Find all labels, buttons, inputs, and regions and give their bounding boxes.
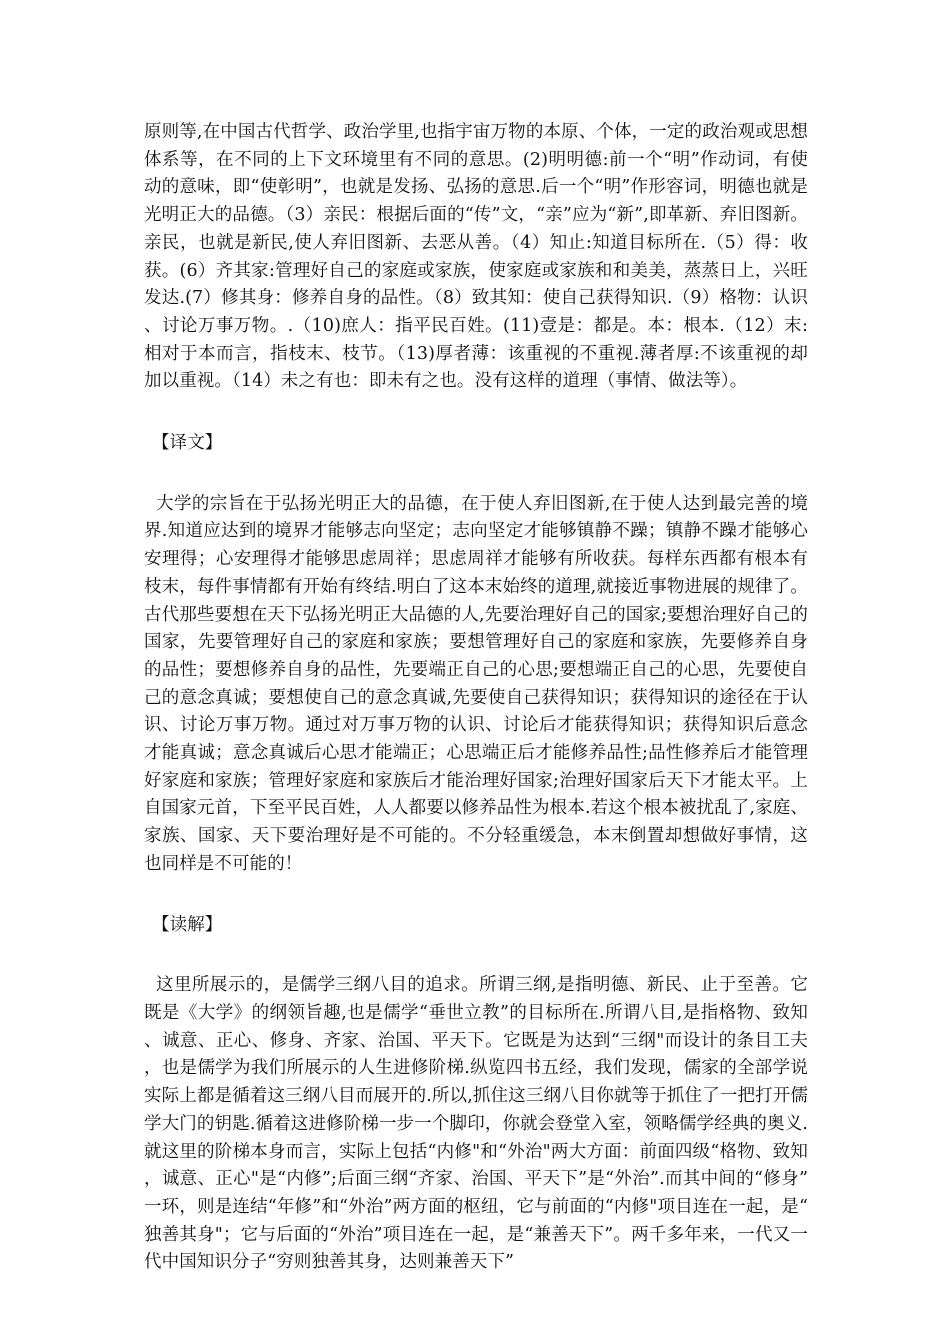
reading-paragraph: 这里所展示的，是儒学三纲八目的追求。所谓三纲,是指明德、新民、止于至善。它既是《大学》的纲领旨趣,也是儒学“垂世立教”的目标所在.所谓八目,是指格物、致知、诚意、正心、修身、齐家、治国、平天下。它既是为达到“三纲"而设计的条目工夫，也是儒学为我们所展示的人生进修阶梯.纵览四书五经，我们发现，儒家的全部学说实际上都是循着这三纲八目而展开的.所以,抓住这三纲八目你就等于抓住了一把打开儒学大门的钥匙.循着这进修阶梯一步一个脚印，你就会登堂入室，领略儒学经典的奥义.就这里的阶梯本身而言，实际上包括“内修"和“外治"两大方面：前面四级“格物、致知，诚意、正心"是“内修”;后面三纲“齐家、治国、平天下”是“外治”.而其中间的“修身”一环，则是连结“年修”和“外治”两方面的枢纽，它与前面的“内修"项目连在一起，是“独善其身"；它与后面的“外治”项目连在一起，是“兼善天下”。两千多年来，一代又一代中国知识分子“穷则独善其身，达则兼善天下” bbox=[144, 975, 808, 1273]
spacer bbox=[144, 396, 808, 430]
spacer bbox=[144, 939, 808, 972]
reading-heading: 【读解】 bbox=[152, 914, 223, 935]
spacer bbox=[144, 458, 808, 491]
notes-paragraph: 原则等,在中国古代哲学、政治学里,也指宇宙万物的本原、个体，一定的政治观或思想体系等，在不同的上下文环境里有不同的意思。(2)明明德:前一个“明”作动词，有使动的意味，即“使彰明”，也就是发扬、弘扬的意思.后一个“明”作形容词，明德也就是光明正大的品德。（3）亲民：根据后面的“传”文，“亲”应为“新”,即革新、弃旧图新。亲民，也就是新民,使人弃旧图新、去恶从善。（4）知止:知道目标所在.（5）得：收获。(6）齐其家:管理好自己的家庭或家族，使家庭或家族和和美美，蒸蒸日上，兴旺发达.(7）修其身：修养自身的品性。（8）致其知：使自己获得知识.（9）格物：认识、讨论万事万物。.（10)庶人：指平民百姓。(11)壹是：都是。本：根本.（12）末:相对于本而言，指枝末、枝节。（13)厚者薄：该重视的不重视.薄者厚:不该重视的却加以重视。（14）未之有也：即未有之也。没有这样的道理（事情、做法等）。 bbox=[144, 122, 808, 392]
translation-paragraph: 大学的宗旨在于弘扬光明正大的品德，在于使人弃旧图新,在于使人达到最完善的境界.知道应达到的境界才能够志向坚定；志向坚定才能够镇静不躁；镇静不躁才能够心安理得；心安理得才能够思虑周祥；思虑周祥才能够有所收获。每样东西都有根本有枝末，每件事情都有开始有终结.明白了这本末始终的道理,就接近事物进展的规律了。古代那些要想在天下弘扬光明正大品德的人,先要治理好自己的国家;要想治理好自己的国家，先要管理好自己的家庭和家族；要想管理好自己的家庭和家族，先要修养自身的品性；要想修养自身的品性，先要端正自己的心思;要想端正自己的心思，先要使自己的意念真诚；要想使自己的意念真诚,先要使自己获得知识；获得知识的途径在于认识、讨论万事万物。通过对万事万物的认识、讨论后才能获得知识；获得知识后意念才能真诚；意念真诚后心思才能端正；心思端正后才能修养品性;品性修养后才能管理好家庭和家族；管理好家庭和家族后才能治理好国家;治理好国家后天下才能太平。上自国家元首，下至平民百姓，人人都要以修养品性为根本.若这个根本被扰乱了,家庭、家族、国家、天下要治理好是不可能的。不分轻重缓急，本末倒置却想做好事情，这也同样是不可能的！ bbox=[144, 493, 808, 874]
document-body bbox=[144, 119, 808, 1277]
spacer bbox=[144, 879, 808, 912]
translation-heading: 【译文】 bbox=[152, 433, 223, 454]
